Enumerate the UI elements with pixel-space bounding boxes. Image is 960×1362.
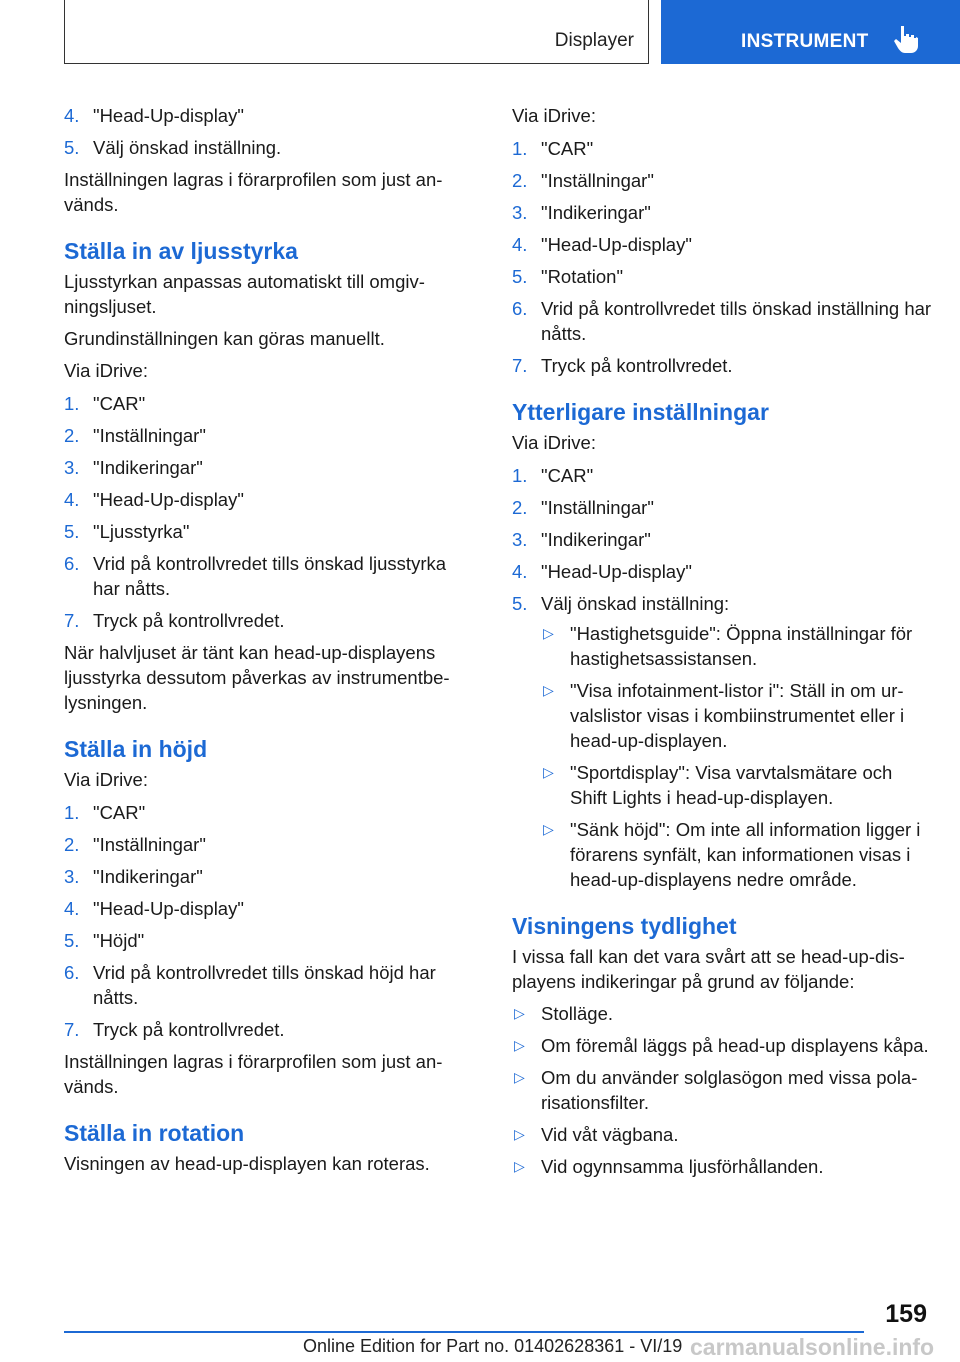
list-item bbox=[512, 264, 932, 289]
step-number: 2. bbox=[64, 425, 80, 446]
list-item bbox=[64, 608, 464, 633]
step-number: 5. bbox=[512, 266, 528, 287]
step-text: "Indikeringar" bbox=[93, 457, 203, 478]
step-number: 3. bbox=[64, 866, 80, 887]
bullet-text: "Sänk höjd": Om inte all information ligger i förarens synfält, kan informationen visas i head-up-displayens nedre område. bbox=[570, 819, 921, 890]
step-number: 5. bbox=[512, 593, 528, 614]
step-text: Tryck på kontrollvredet. bbox=[93, 610, 285, 631]
step-number: 3. bbox=[512, 529, 528, 550]
step-number: 5. bbox=[64, 137, 80, 158]
step-text: Vrid på kontrollvredet tills önskad ljusstyrka har nåtts. bbox=[93, 553, 447, 599]
watermark-text: carmanualsonline.info bbox=[690, 1334, 935, 1360]
list-item bbox=[64, 423, 464, 448]
brightness-steps-list bbox=[64, 391, 464, 633]
step-text: "Ljusstyrka" bbox=[93, 521, 190, 542]
paragraph: Visningen av head-up-displayen kan roteras. bbox=[64, 1153, 430, 1174]
steps-top-list bbox=[64, 103, 464, 160]
via-idrive-label: Via iDrive: bbox=[64, 769, 148, 790]
step-text: "CAR" bbox=[93, 393, 146, 414]
step-text: Välj önskad inställning. bbox=[93, 137, 282, 158]
step-number: 1. bbox=[512, 465, 528, 486]
bullet-text: Om föremål läggs på head-up displayens kåpa. bbox=[541, 1035, 929, 1056]
header-chapter-tab bbox=[661, 0, 960, 64]
right-column bbox=[512, 103, 932, 1186]
step-text: "CAR" bbox=[541, 138, 594, 159]
paragraph: Ljusstyrkan anpassas automatiskt till omgivningsljuset. bbox=[64, 271, 425, 317]
triangle-bullet-icon: ▷ bbox=[543, 764, 554, 780]
via-idrive-label: Via iDrive: bbox=[64, 360, 148, 381]
triangle-bullet-icon: ▷ bbox=[543, 821, 554, 837]
triangle-bullet-icon: ▷ bbox=[514, 1158, 525, 1174]
step-number: 5. bbox=[64, 930, 80, 951]
step-text: Tryck på kontrollvredet. bbox=[93, 1019, 285, 1040]
heading-rotation: Ställa in rotation bbox=[64, 1120, 245, 1146]
bullet-text: Vid ogynnsamma ljusförhållanden. bbox=[541, 1156, 824, 1177]
list-item bbox=[64, 864, 464, 889]
step-number: 7. bbox=[64, 610, 80, 631]
list-item bbox=[512, 296, 932, 346]
list-item bbox=[64, 928, 464, 953]
step-number: 6. bbox=[64, 962, 80, 983]
step-text: "Head-Up-display" bbox=[93, 489, 244, 510]
pointing-hand-icon bbox=[893, 24, 919, 54]
step-text: "Indikeringar" bbox=[541, 529, 651, 550]
heading-visibility: Visningens tydlighet bbox=[512, 913, 737, 939]
paragraph: I vissa fall kan det vara svårt att se head-up-displayens indikeringar på grund av följande: bbox=[512, 946, 905, 992]
step-text: "Inställningar" bbox=[93, 834, 206, 855]
more-options-list bbox=[541, 621, 932, 892]
via-idrive-label: Via iDrive: bbox=[512, 432, 596, 453]
visibility-list bbox=[512, 1001, 932, 1179]
bullet-text: "Hastighetsguide": Öppna inställningar för hastighetsassistansen. bbox=[570, 623, 913, 669]
step-number: 6. bbox=[512, 298, 528, 319]
list-item bbox=[512, 591, 932, 616]
list-item bbox=[64, 896, 464, 921]
list-item bbox=[512, 1154, 932, 1179]
paragraph: Inställningen lagras i förarprofilen som just används. bbox=[64, 1051, 443, 1097]
bullet-text: Stolläge. bbox=[541, 1003, 613, 1024]
list-item bbox=[64, 960, 464, 1010]
heading-brightness: Ställa in av ljusstyrka bbox=[64, 238, 298, 264]
rotation-steps-list bbox=[512, 136, 932, 378]
height-steps-list bbox=[64, 800, 464, 1042]
list-item bbox=[512, 168, 932, 193]
step-number: 3. bbox=[64, 457, 80, 478]
step-number: 2. bbox=[512, 170, 528, 191]
step-number: 4. bbox=[64, 898, 80, 919]
list-item bbox=[64, 103, 464, 128]
step-number: 1. bbox=[64, 802, 80, 823]
triangle-bullet-icon: ▷ bbox=[514, 1005, 525, 1021]
step-number: 1. bbox=[64, 393, 80, 414]
list-item bbox=[64, 455, 464, 480]
step-text: "CAR" bbox=[541, 465, 594, 486]
list-item bbox=[512, 495, 932, 520]
more-steps-list bbox=[512, 463, 932, 616]
list-item bbox=[512, 1065, 932, 1115]
section-title: Displayer bbox=[554, 30, 634, 51]
step-text: "Höjd" bbox=[93, 930, 145, 951]
paragraph: Grundinställningen kan göras manuellt. bbox=[64, 328, 385, 349]
step-number: 4. bbox=[64, 105, 80, 126]
step-text: "Indikeringar" bbox=[541, 202, 651, 223]
list-item bbox=[64, 519, 464, 544]
list-item bbox=[512, 527, 932, 552]
list-item bbox=[64, 487, 464, 512]
bullet-text: Vid våt vägbana. bbox=[541, 1124, 679, 1145]
triangle-bullet-icon: ▷ bbox=[543, 682, 554, 698]
list-item bbox=[512, 1001, 932, 1026]
step-text: "Inställningar" bbox=[541, 170, 654, 191]
paragraph: När halvljuset är tänt kan head-up-displayens ljusstyrka dessutom påverkas av instrumentbelysningen. bbox=[64, 642, 450, 713]
list-item bbox=[64, 1017, 464, 1042]
via-idrive-label: Via iDrive: bbox=[512, 105, 596, 126]
step-text: "Head-Up-display" bbox=[541, 234, 692, 255]
step-number: 7. bbox=[64, 1019, 80, 1040]
step-number: 3. bbox=[512, 202, 528, 223]
step-number: 4. bbox=[512, 234, 528, 255]
step-text: "Head-Up-display" bbox=[93, 105, 244, 126]
step-text: "CAR" bbox=[93, 802, 146, 823]
step-text: "Inställningar" bbox=[93, 425, 206, 446]
edition-text: Online Edition for Part no. 01402628361 - VI/19 bbox=[303, 1336, 683, 1356]
header-section-tab bbox=[64, 0, 649, 64]
triangle-bullet-icon: ▷ bbox=[514, 1069, 525, 1085]
page-number: 159 bbox=[885, 1300, 927, 1328]
step-number: 2. bbox=[64, 834, 80, 855]
bullet-text: "Visa infotainment-listor i": Ställ in om urvalslistor visas i kombiinstrumentet eller i head-up-displayen. bbox=[570, 680, 905, 751]
step-text: Välj önskad inställning: bbox=[541, 593, 730, 614]
list-item bbox=[541, 760, 932, 810]
step-number: 1. bbox=[512, 138, 528, 159]
list-item bbox=[64, 135, 464, 160]
step-text: "Indikeringar" bbox=[93, 866, 203, 887]
list-item bbox=[512, 559, 932, 584]
heading-height: Ställa in höjd bbox=[64, 736, 208, 762]
list-item bbox=[512, 1033, 932, 1058]
bullet-text: "Sportdisplay": Visa varvtalsmätare och Shift Lights i head-up-displayen. bbox=[570, 762, 893, 808]
step-text: Vrid på kontrollvredet tills önskad höjd har nåtts. bbox=[93, 962, 436, 1008]
chapter-title: INSTRUMENT bbox=[741, 31, 869, 52]
list-item bbox=[512, 232, 932, 257]
step-text: "Head-Up-display" bbox=[541, 561, 692, 582]
list-item bbox=[512, 353, 932, 378]
step-text: Tryck på kontrollvredet. bbox=[541, 355, 733, 376]
list-item bbox=[64, 551, 464, 601]
footer-divider bbox=[64, 1331, 864, 1333]
step-text: Vrid på kontrollvredet tills önskad inställning har nåtts. bbox=[541, 298, 932, 344]
bullet-text: Om du använder solglasögon med vissa polarisationsfilter. bbox=[541, 1067, 918, 1113]
list-item bbox=[541, 678, 932, 753]
paragraph: Inställningen lagras i förarprofilen som just används. bbox=[64, 169, 443, 215]
triangle-bullet-icon: ▷ bbox=[514, 1126, 525, 1142]
step-text: "Rotation" bbox=[541, 266, 624, 287]
step-number: 4. bbox=[64, 489, 80, 510]
step-number: 7. bbox=[512, 355, 528, 376]
list-item bbox=[64, 832, 464, 857]
step-text: "Head-Up-display" bbox=[93, 898, 244, 919]
list-item bbox=[512, 200, 932, 225]
step-number: 5. bbox=[64, 521, 80, 542]
list-item bbox=[541, 817, 932, 892]
step-number: 2. bbox=[512, 497, 528, 518]
heading-more-settings: Ytterligare inställningar bbox=[512, 399, 769, 425]
list-item bbox=[512, 463, 932, 488]
left-column bbox=[64, 103, 464, 1183]
triangle-bullet-icon: ▷ bbox=[514, 1037, 525, 1053]
list-item bbox=[512, 1122, 932, 1147]
list-item bbox=[512, 136, 932, 161]
step-number: 6. bbox=[64, 553, 80, 574]
list-item bbox=[64, 800, 464, 825]
triangle-bullet-icon: ▷ bbox=[543, 625, 554, 641]
step-number: 4. bbox=[512, 561, 528, 582]
list-item bbox=[64, 391, 464, 416]
list-item bbox=[541, 621, 932, 671]
step-text: "Inställningar" bbox=[541, 497, 654, 518]
